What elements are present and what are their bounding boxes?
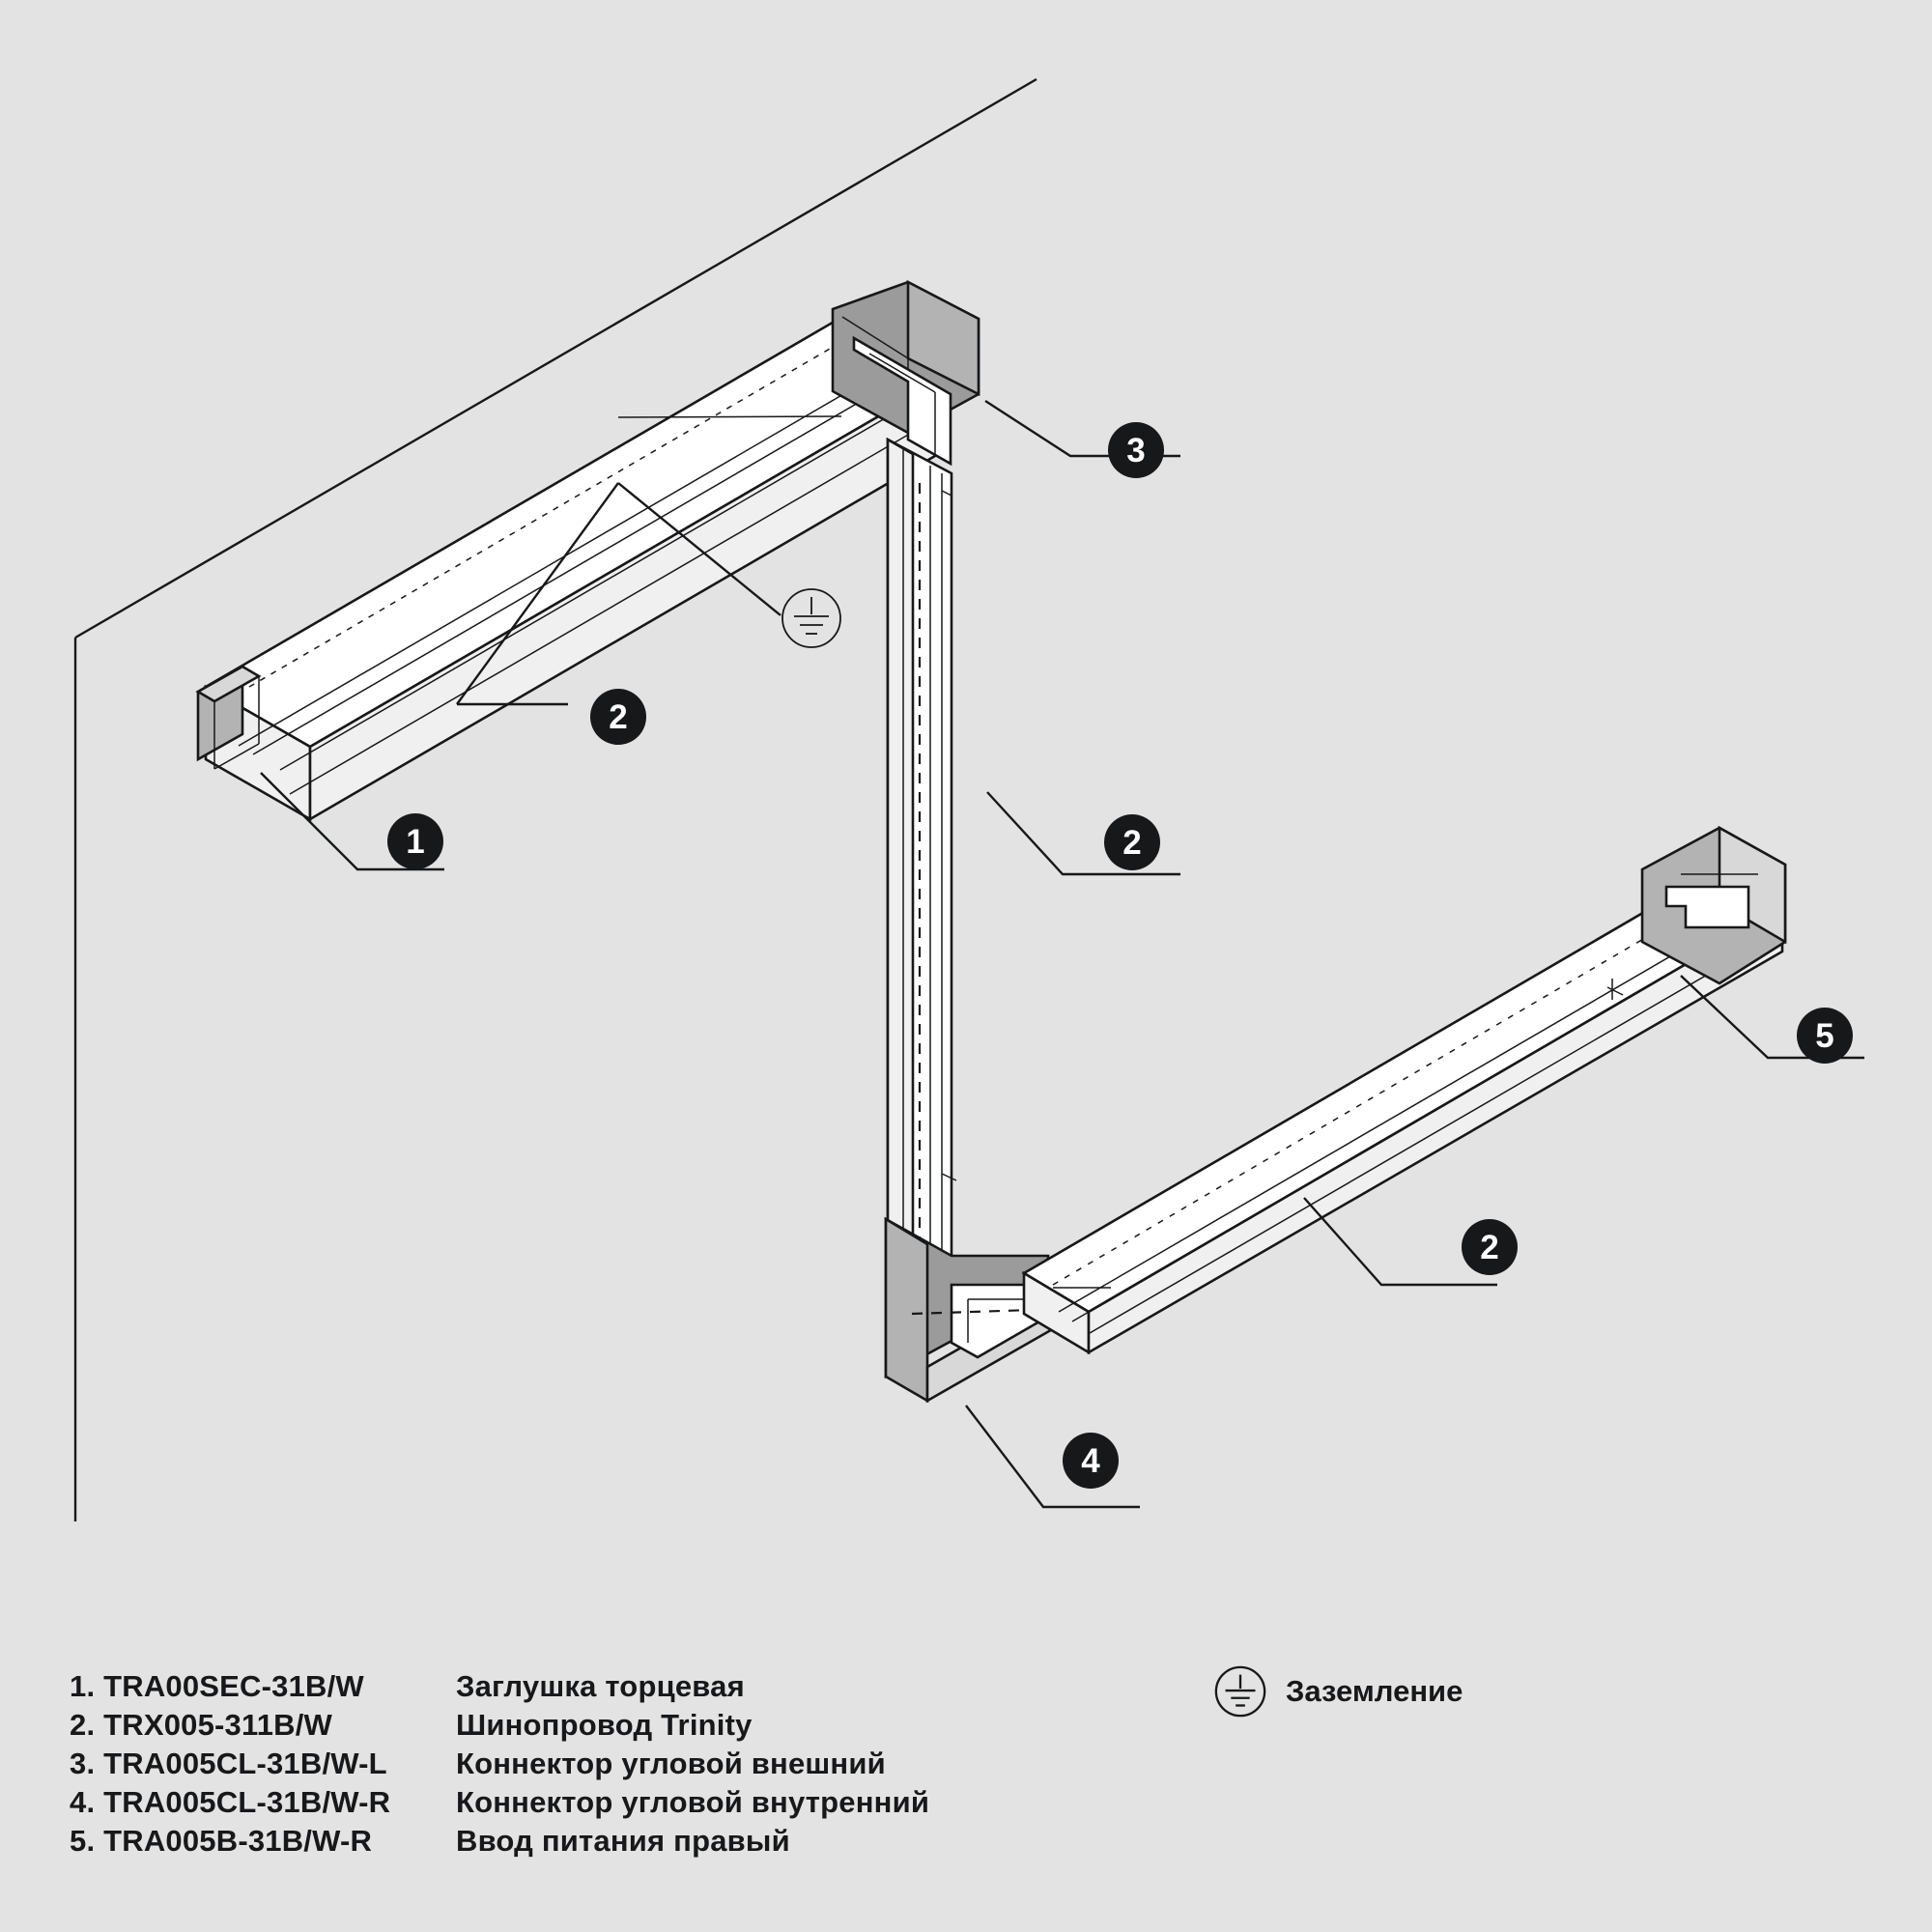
- legend-desc: Коннектор угловой внутренний: [456, 1785, 930, 1819]
- legend-desc: Ввод питания правый: [456, 1824, 790, 1858]
- callout-4: [1063, 1433, 1119, 1489]
- legend-code: 1. TRA00SEC-31B/W: [70, 1669, 364, 1703]
- svg-text:5: 5: [1815, 1017, 1834, 1055]
- callout-3: [1108, 422, 1164, 478]
- legend-item: [70, 1708, 1229, 1747]
- earth-ground-symbol-drawing: [782, 589, 840, 647]
- legend-code: 5. TRA005B-31B/W-R: [70, 1824, 373, 1858]
- svg-text:3: 3: [1126, 432, 1146, 469]
- legend-item: [70, 1785, 1229, 1824]
- legend-item: [70, 1824, 1229, 1862]
- legend-item: [70, 1669, 1229, 1708]
- legend-code: 2. TRX005-311B/W: [70, 1708, 333, 1742]
- callout-1: [387, 813, 443, 869]
- legend-ground: [1212, 1663, 1463, 1719]
- legend-list: [70, 1669, 1229, 1862]
- callout-2-lower: [1462, 1219, 1518, 1275]
- svg-text:2: 2: [609, 698, 628, 736]
- earth-ground-icon: [1212, 1663, 1268, 1719]
- legend-desc: Шинопровод Trinity: [456, 1708, 753, 1742]
- legend-item: [70, 1747, 1229, 1785]
- track-segment-middle-vertical: [888, 440, 956, 1275]
- ground-label: Заземление: [1286, 1674, 1463, 1708]
- legend-desc: Заглушка торцевая: [456, 1669, 745, 1703]
- legend-code: 3. TRA005CL-31B/W-L: [70, 1747, 387, 1780]
- svg-text:4: 4: [1081, 1442, 1100, 1480]
- callout-5: [1797, 1008, 1853, 1064]
- track-segment-lower-right: [1024, 828, 1785, 1352]
- svg-text:1: 1: [406, 823, 425, 861]
- svg-text:2: 2: [1480, 1229, 1499, 1266]
- legend-code: 4. TRA005CL-31B/W-R: [70, 1785, 391, 1819]
- callout-2-middle: [1104, 814, 1160, 870]
- legend-desc: Коннектор угловой внешний: [456, 1747, 886, 1780]
- callout-2-upper: [590, 689, 646, 745]
- svg-text:2: 2: [1122, 824, 1142, 862]
